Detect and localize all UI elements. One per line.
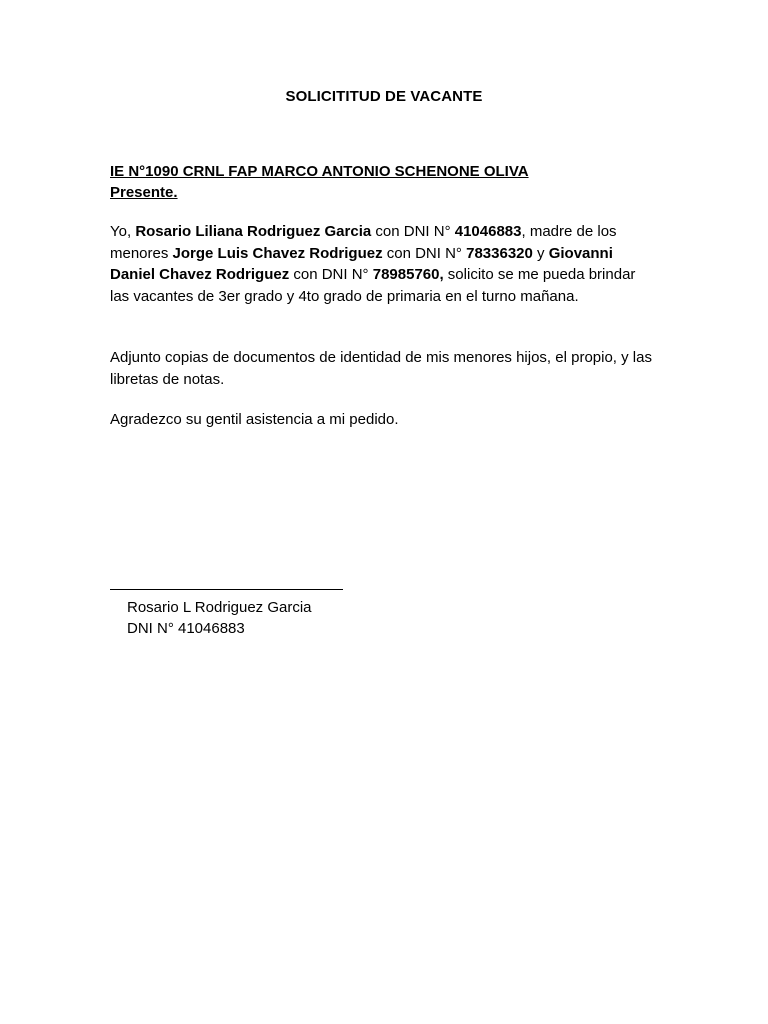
signature-line (110, 589, 343, 590)
child2-dni: 78985760, (372, 266, 444, 283)
attachments-paragraph: Adjunto copias de documentos de identidad de mis menores hijos, el propio, y las libretas de notas. (110, 349, 652, 388)
recipient-institution: IE N°1090 CRNL FAP MARCO ANTONIO SCHENONE OLIVA (110, 163, 529, 180)
p1-text-4: con DNI N° (382, 244, 467, 262)
signature-dni: DNI N° 41046883 (127, 620, 245, 637)
recipient-salutation: Presente. (110, 184, 178, 201)
applicant-dni: 41046883 (454, 223, 522, 240)
p1-text-5: y (532, 244, 549, 262)
p1-text-7: solicito se me pueda brindar las vacantes de 3er grado y 4to grado de primaria en el turno mañana. (110, 266, 636, 305)
child1-name: Jorge Luis Chavez Rodriguez (172, 244, 383, 262)
child2-name: Giovanni Daniel Chavez Rodriguez (110, 244, 613, 283)
p1-text-3: , madre de los menores (110, 223, 617, 262)
child1-dni: 78336320 (466, 244, 533, 262)
recipient-block (110, 161, 529, 203)
document-title: SOLICITITUD DE VACANTE (285, 88, 483, 105)
thanks-paragraph: Agradezco su gentil asistencia a mi pedido. (110, 411, 399, 428)
request-paragraph (110, 221, 658, 307)
signature-name: Rosario L Rodriguez Garcia (127, 599, 312, 616)
applicant-name: Rosario Liliana Rodriguez Garcia (135, 223, 372, 240)
p1-text-2: con DNI N° (371, 223, 455, 240)
p1-text-6: con DNI N° (289, 266, 373, 283)
p1-text-1: Yo, (110, 223, 136, 240)
